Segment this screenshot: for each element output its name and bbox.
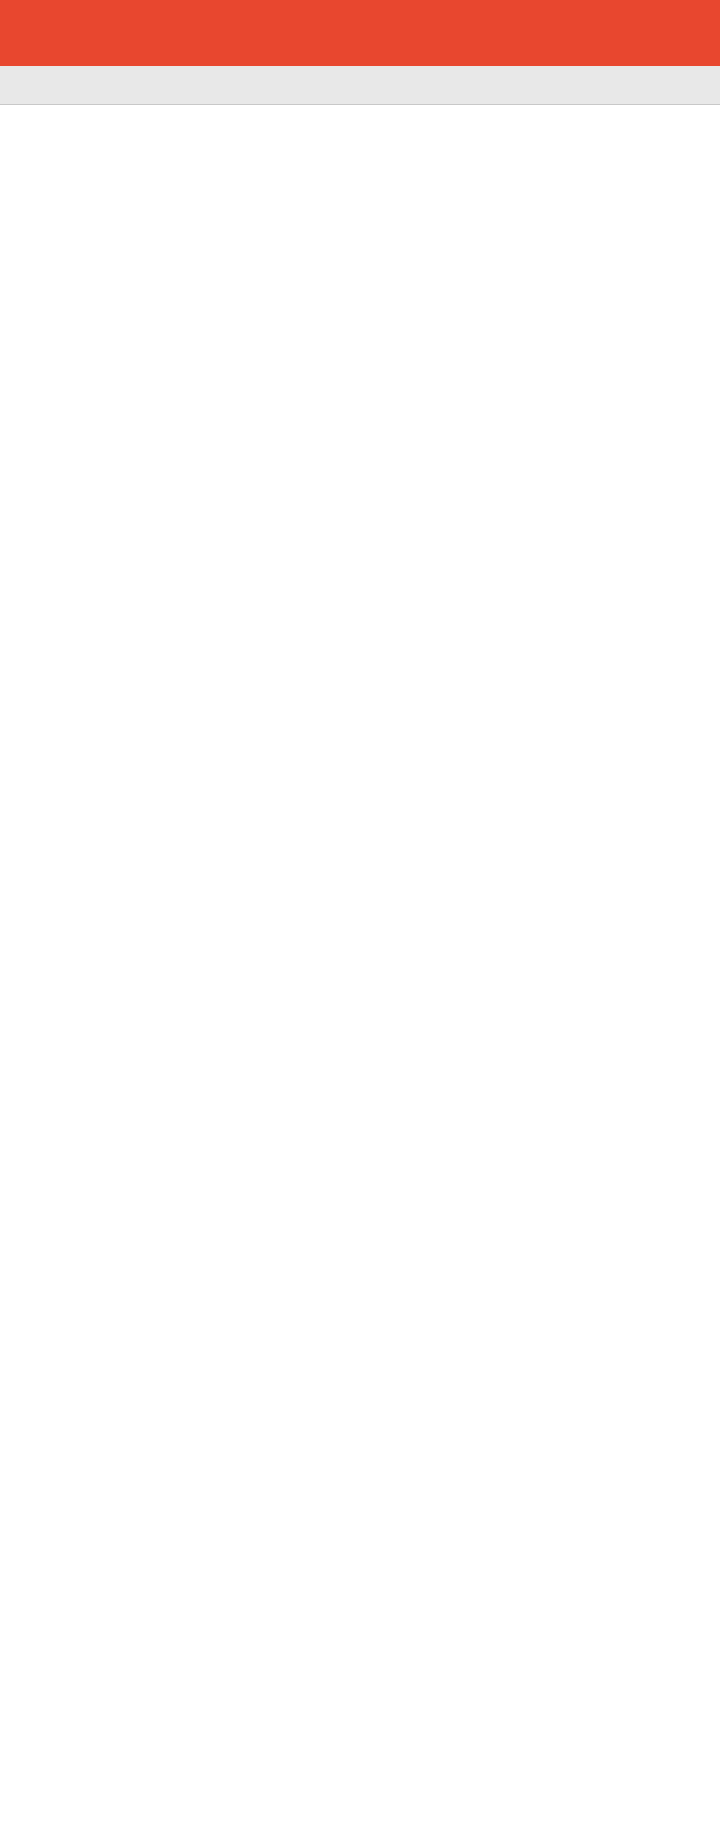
- table-header-row: [0, 66, 720, 105]
- table-title: [0, 0, 720, 66]
